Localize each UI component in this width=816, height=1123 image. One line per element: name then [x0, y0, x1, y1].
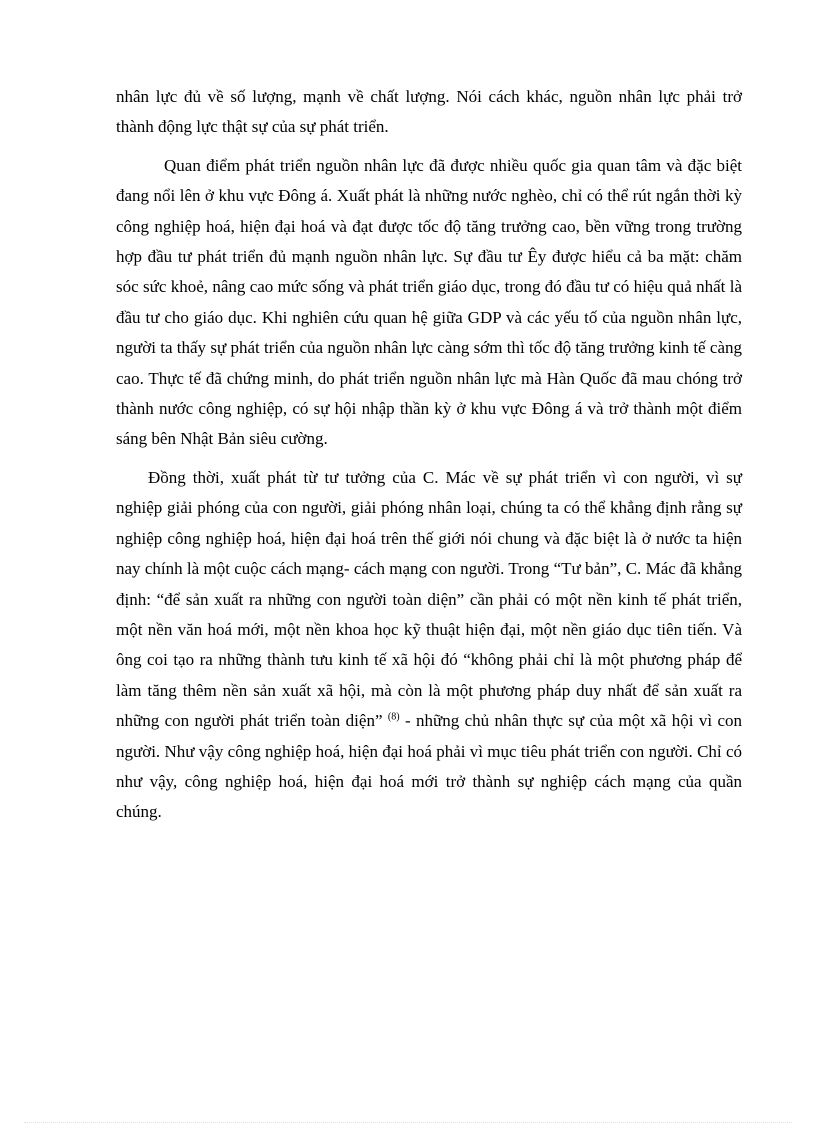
paragraph-2: Quan điểm phát triển nguồn nhân lực đã được nhiều quốc gia quan tâm và đặc biệt đang nổi lên ở khu vực Đông á. Xuất phát là những nước nghèo, chỉ có thể rút ngắn thời kỳ công nghiệp hoá, hiện đại hoá và đạt được tốc độ tăng trưởng cao, bền vững trong trường hợp đầu tư phát triển đủ mạnh nguồn nhân lực. Sự đầu tư Êy được hiểu cả ba mặt: chăm sóc sức khoẻ, nâng cao mức sống và phát triển giáo dục, trong đó đầu tư có hiệu quả nhất là đầu tư cho giáo dục. Khi nghiên cứu quan hệ giữa GDP và các yếu tố của nguồn nhân lực, người ta thấy sự phát triển của nguồn nhân lực càng sớm thì tốc độ tăng trưởng kinh tế càng cao. Thực tế đã chứng minh, do phát triển nguồn nhân lực mà Hàn Quốc đã mau chóng trở thành nước công nghiệp, có sự hội nhập thần kỳ ở khu vực Đông á và trở thành một điểm sáng bên Nhật Bản siêu cường.	[116, 155, 742, 449]
paragraph-3	[116, 463, 742, 828]
footnote-marker: (8)	[387, 711, 400, 723]
paragraph-3-text-after-note: - những chủ nhân thực sự của một xã hội vì con người. Như vậy công nghiệp hoá, hiện đại hoá phải vì mục tiêu phát triển con người. Chỉ có như vậy, công nghiệp hoá, hiện đại hoá mới trở thành sự nghiệp cách mạng của quần chúng.	[116, 711, 742, 822]
paragraph-3-text-before-note: Đồng thời, xuất phát từ tư tưởng của C. Mác về sự phát triển vì con người, vì sự nghiệp giải phóng của con người, giải phóng nhân loại, chúng ta có thể khẳng định rằng sự nghiệp công nghiệp hoá, hiện đại hoá trên thế giới nói chung và đặc biệt là ở nước ta hiện nay chính là một cuộc cách mạng- cách mạng con người. Trong “Tư bản”, C. Mác đã khẳng định: “để sản xuất ra những con người toàn diện” cần phải có một nền kinh tế phát triển, một nền văn hoá mới, một nền khoa học kỹ thuật hiện đại, một nền giáo dục tiên tiến. Và ông coi tạo ra những thành tưu kinh tế xã hội đó “không phải chỉ là một phương pháp để làm tăng thêm nền sản xuất xã hội, mà còn là một phương pháp duy nhất để sản xuất ra những con người phát triển toàn diện”	[116, 467, 742, 731]
paragraph-1: nhân lực đủ về số lượng, mạnh về chất lượng. Nói cách khác, nguồn nhân lực phải trở thành động lực thật sự của sự phát triển.	[116, 87, 742, 137]
document-page	[116, 82, 742, 828]
